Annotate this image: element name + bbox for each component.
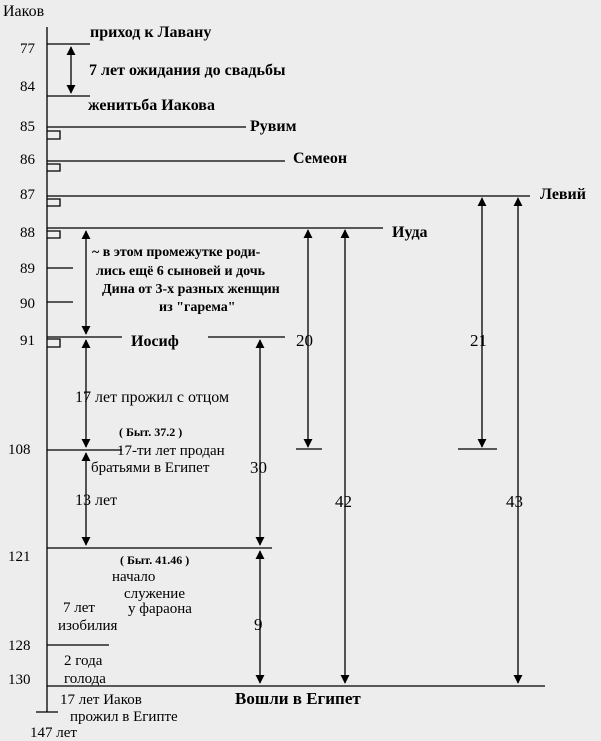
event-lived-17: 17 лет прожил с отцом [75,389,230,406]
event-ref-41-46: ( Быт. 41.46 ) [120,553,190,567]
span-30: 30 [250,458,267,477]
event-sold-line2: братьями в Египет [91,460,210,476]
son-ruvim: Рувим [250,118,297,135]
age-130: 130 [8,672,31,688]
event-arrival: приход к Лавану [90,24,212,41]
event-ref-37-2: ( Быт. 37.2 ) [119,425,183,439]
event-service-line3: у фараона [128,601,192,617]
event-famine-line1: 2 года [64,653,103,669]
span-43: 43 [506,492,523,511]
birth-marker-semeon [47,164,60,171]
event-famine-line2: голода [64,671,106,687]
age-87: 87 [20,187,35,203]
son-leviy: Левий [540,186,586,203]
event-gap-line3: Дина от 3-х разных женщин [102,282,280,297]
event-plenty-line2: изобилия [58,618,118,634]
age-91: 91 [20,333,35,349]
diagram-title: Иаков [3,3,45,20]
span-42: 42 [335,492,352,511]
son-iosif: Иосиф [131,333,179,350]
span-21: 21 [470,331,487,350]
birth-marker-ruvim [47,131,60,139]
event-egypt-line1: 17 лет Иаков [60,692,142,708]
span-9: 9 [254,615,263,634]
son-iuda: Иуда [392,224,428,241]
age-85: 85 [20,119,35,135]
birth-marker-iuda [47,231,60,238]
age-89: 89 [20,261,35,277]
event-wedding: женитьба Иакова [88,97,215,114]
age-90: 90 [20,296,35,312]
span-20: 20 [296,331,313,350]
event-gap-line2: лись ещё 6 сыновей и дочь [96,264,266,279]
age-88: 88 [20,225,35,241]
event-waiting: 7 лет ожидания до свадьбы [89,62,286,79]
age-121: 121 [8,549,31,565]
age-128: 128 [8,638,31,654]
age-108: 108 [8,442,31,458]
event-entered-egypt: Вошли в Египет [235,689,361,708]
event-egypt-line2: прожил в Египте [70,709,178,725]
event-sold-line1: 17-ти лет продан [117,443,225,459]
event-service-line2: служение [124,586,185,602]
birth-marker-leviy [47,199,60,206]
age-77: 77 [20,41,35,57]
event-13-years: 13 лет [75,492,118,509]
age-147: 147 лет [30,725,77,741]
son-semeon: Семеон [293,150,348,167]
event-gap-line1: ~ в этом промежутке роди- [92,245,261,260]
birth-marker-iosif [47,339,60,347]
age-labels [8,41,77,741]
event-plenty-line1: 7 лет [63,600,95,616]
event-service-line1: начало [112,569,156,585]
age-84: 84 [20,79,35,95]
age-86: 86 [20,152,35,168]
event-gap-line4: из "гарема" [159,300,236,315]
